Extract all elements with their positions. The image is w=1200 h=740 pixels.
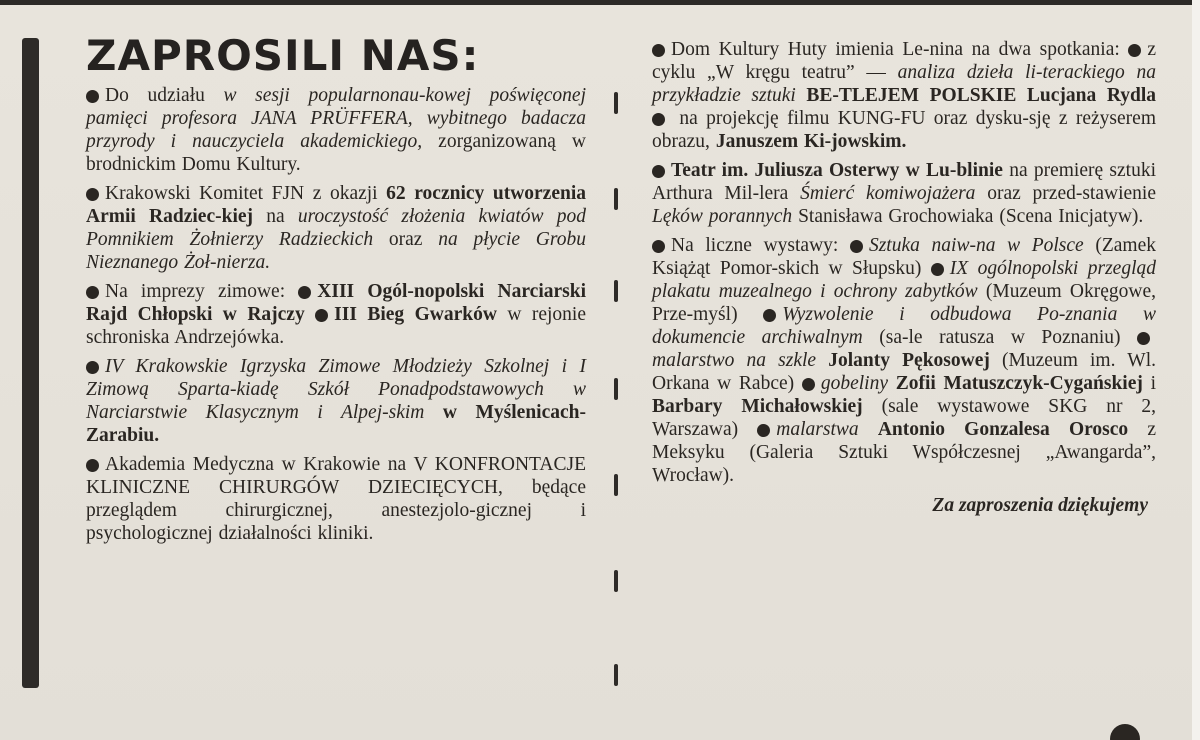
invitation-item bbox=[86, 182, 586, 274]
text-run: BE-TLEJEM POLSKIE Lucjana Rydla bbox=[795, 85, 1156, 106]
text-run: Na liczne wystawy: bbox=[671, 235, 850, 256]
invitation-item bbox=[86, 84, 586, 176]
bullet-icon bbox=[802, 378, 815, 391]
bullet-icon bbox=[652, 165, 665, 178]
text-run: III Bieg Gwarków bbox=[334, 304, 497, 325]
invitation-item bbox=[86, 355, 586, 447]
gutter-rule bbox=[614, 280, 618, 302]
text-run: Teatr im. Juliusza Osterwy w Lu-blinie bbox=[671, 160, 1003, 181]
text-run: (Muzeum im. Wl. Orkana w Rabce) bbox=[652, 350, 1156, 394]
bullet-icon bbox=[86, 188, 99, 201]
bullet-icon bbox=[850, 240, 863, 253]
bullet-icon bbox=[298, 286, 311, 299]
gutter-rule bbox=[614, 570, 618, 592]
text-run: Zofii Matuszczyk-Cygańskiej bbox=[895, 373, 1143, 394]
text-run: na projekcję filmu KUNG-FU oraz dysku-sję z reżyserem obrazu, bbox=[652, 108, 1156, 152]
invitation-item bbox=[86, 453, 586, 545]
closing-signature: Za zaproszenia dziękujemy bbox=[932, 495, 1148, 516]
text-run: z cyklu „W kręgu teatru” — bbox=[652, 39, 1156, 83]
bullet-icon bbox=[763, 309, 776, 322]
invitation-item bbox=[86, 280, 586, 349]
text-run: Dom Kultury Huty imienia Le-nina na dwa spotkania: bbox=[671, 39, 1129, 60]
bullet-icon bbox=[86, 286, 99, 299]
bullet-icon bbox=[757, 424, 770, 437]
bullet-icon bbox=[652, 44, 665, 57]
text-run: i bbox=[1142, 373, 1156, 394]
text-run: na bbox=[253, 206, 298, 227]
text-run: (sa-le ratusza w Poznaniu) bbox=[862, 327, 1137, 348]
text-run: Śmierć komiwojażera bbox=[800, 183, 976, 204]
page-edge bbox=[1192, 0, 1200, 740]
bullet-icon bbox=[1137, 332, 1150, 345]
text-run: malarstwa bbox=[776, 419, 878, 440]
text-run: gobeliny bbox=[820, 373, 896, 394]
text-run: na płycie Grobu Nieznanego Żoł-nierza. bbox=[86, 229, 586, 273]
left-column-rule bbox=[22, 38, 39, 688]
gutter-rule bbox=[614, 188, 618, 210]
gutter-rule bbox=[614, 92, 618, 114]
bullet-icon bbox=[652, 113, 665, 126]
text-run: Januszem Ki-jowskim. bbox=[715, 131, 907, 152]
bullet-icon bbox=[86, 90, 99, 103]
text-run: Antonio Gonzalesa Orosco bbox=[877, 419, 1129, 440]
gutter-rule bbox=[614, 474, 618, 496]
text-run: Wyzwolenie i odbudowa Po-znania w dokumencie archiwalnym bbox=[652, 304, 1156, 348]
text-run: na premierę sztuki Arthura Mil-lera bbox=[652, 160, 1156, 204]
text-run: oraz przed-stawienie bbox=[975, 183, 1156, 204]
text-run: z Meksyku (Galeria Sztuki Współczesnej „Awangarda”, Wrocław). bbox=[652, 419, 1156, 486]
text-run: malarstwo na szkle bbox=[652, 350, 829, 371]
text-run: uroczystość złożenia kwiatów pod Pomnikiem Żołnierzy Radzieckich bbox=[86, 206, 586, 250]
text-run: Lęków porannych bbox=[652, 206, 793, 227]
text-run: Krakowski Komitet FJN z okazji bbox=[105, 183, 387, 204]
invitation-item bbox=[652, 38, 1156, 153]
text-run: w rejonie schroniska Andrzejówka. bbox=[86, 304, 586, 348]
bullet-icon bbox=[315, 309, 328, 322]
text-run: Do udziału bbox=[105, 85, 224, 106]
top-rule bbox=[0, 0, 1200, 5]
bullet-icon bbox=[86, 459, 99, 472]
text-run: oraz bbox=[373, 229, 439, 250]
page-title: ZAPROSILI NAS: bbox=[86, 31, 480, 80]
bullet-icon bbox=[652, 240, 665, 253]
right-column bbox=[652, 38, 1156, 517]
text-run: zorganizowaną w brodnickim Domu Kultury. bbox=[86, 131, 587, 175]
text-run: w sesji popularnonau-kowej poświęconej pamięci profesora JANA PRÜFFERA, wybitnego badacza przyrody i nauczyciela akademickiego, bbox=[86, 85, 586, 152]
text-run: (Zamek Książąt Pomor-skich w Słupsku) bbox=[652, 235, 1156, 279]
invitation-item bbox=[652, 234, 1156, 487]
gutter-rule bbox=[614, 378, 618, 400]
left-column bbox=[86, 31, 587, 551]
text-run: Na imprezy zimowe: bbox=[105, 281, 299, 302]
gutter-rule bbox=[614, 664, 618, 686]
text-run: Stanisława Grochowiaka (Scena Inicjatyw). bbox=[792, 206, 1144, 227]
bullet-icon bbox=[86, 361, 99, 374]
text-run: IX ogólnopolski przegląd plakatu muzealnego i ochrony zabytków bbox=[652, 258, 1157, 302]
text-run: (Muzeum Okręgowe, Prze-myśl) bbox=[652, 281, 1157, 325]
text-run: Sztuka naiw-na w Polsce bbox=[868, 235, 1084, 256]
text-run: 62 rocznicy utworzenia Armii Radziec-kiej bbox=[86, 183, 586, 227]
text-run: IV Krakowskie Igrzyska Zimowe Młodzieży Szkolnej i I Zimową Sparta-kiadę Szkół Ponadpodstawowych w Narciarstwie Klasycznym i Alpej-skim bbox=[86, 356, 586, 423]
text-run: (sale wystawowe SKG nr 2, Warszawa) bbox=[652, 396, 1156, 440]
invitation-item bbox=[652, 159, 1156, 228]
text-run: Barbary Michałowskiej bbox=[652, 396, 863, 417]
text-run: analiza dzieła li-terackiego na przykładzie sztuki bbox=[652, 62, 1156, 106]
text-run: w Myślenicach-Zarabiu. bbox=[86, 402, 586, 446]
text-run: XIII Ogól-nopolski Narciarski Rajd Chłopski w Rajczy bbox=[86, 281, 586, 325]
text-run: Akademia Medyczna w Krakowie na V KONFRONTACJE KLINICZNE CHIRURGÓW DZIECIĘCYCH, będące przeglądem chirurgicznej, anestezjolo-gicznej i psychologicznej działalności kliniki. bbox=[86, 454, 586, 544]
text-run: Jolanty Pękosowej bbox=[828, 350, 990, 371]
bullet-icon bbox=[931, 263, 944, 276]
bullet-icon bbox=[1128, 44, 1141, 57]
